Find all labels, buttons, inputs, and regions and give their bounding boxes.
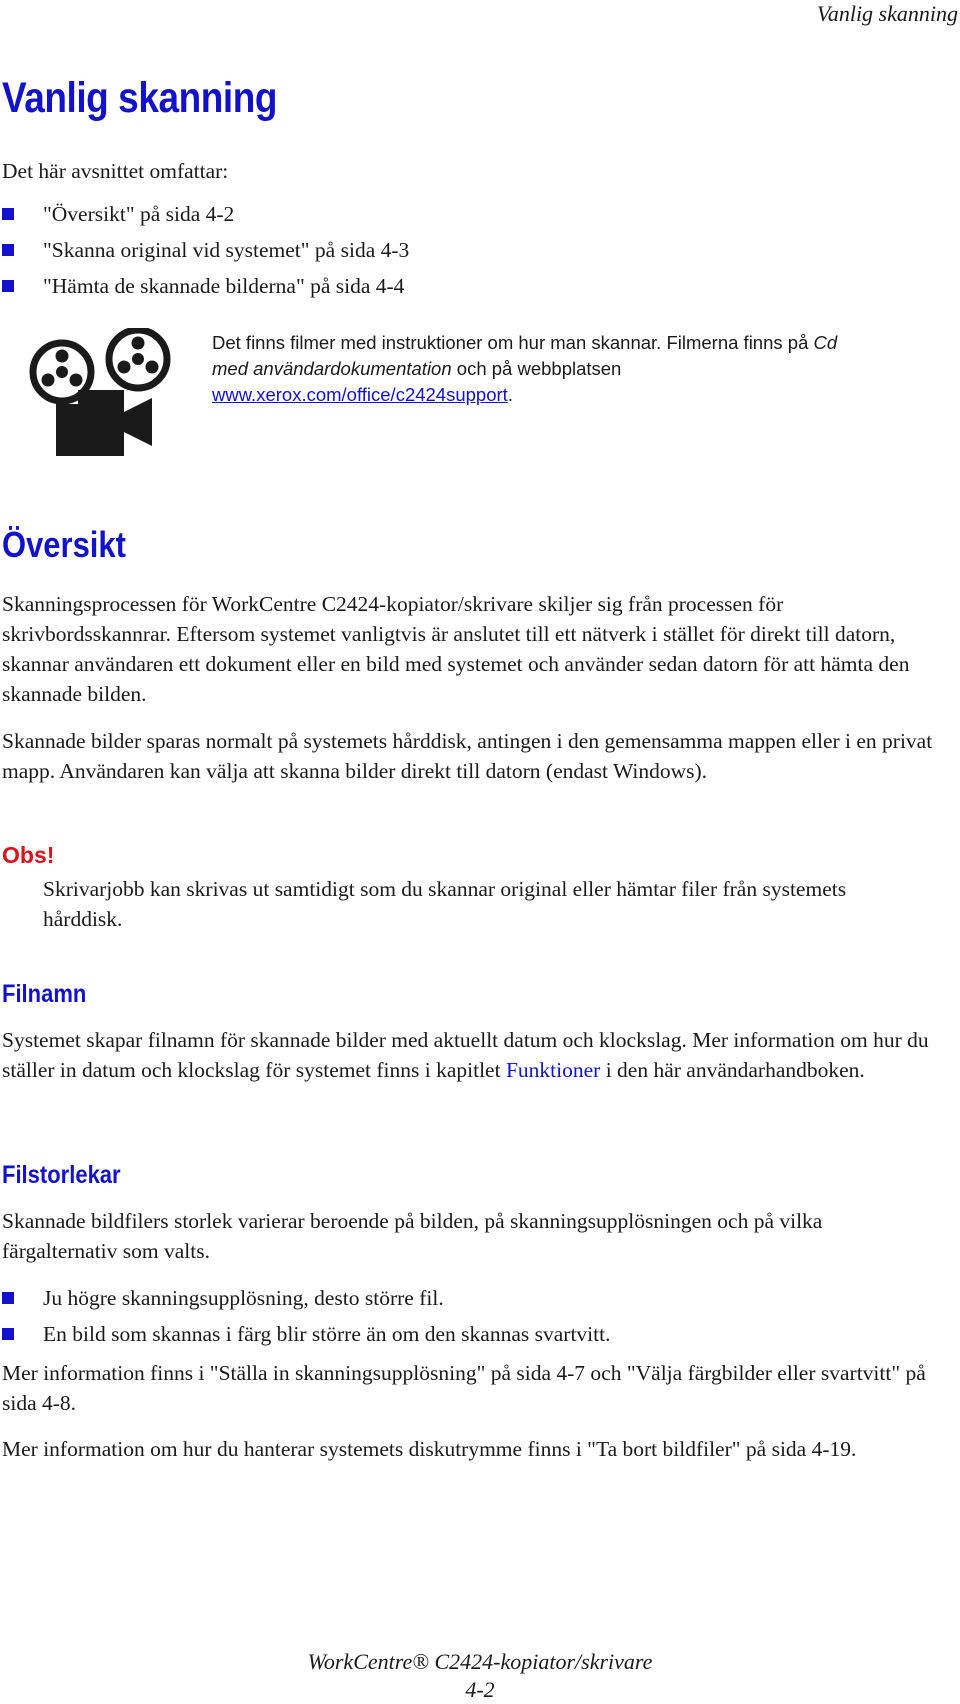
- running-header: Vanlig skanning: [816, 1, 958, 26]
- filesizes-paragraph-2: Mer information finns i "Ställa in skanningsupplösning" på sida 4-7 och "Välja färgbilder eller svartvitt" på sida 4-8.: [2, 1361, 926, 1415]
- toc-item[interactable]: "Skanna original vid systemet" på sida 4-3: [2, 235, 409, 271]
- bullet-square-icon: [2, 1328, 14, 1340]
- intro-text: Det här avsnittet omfattar:: [2, 159, 229, 183]
- list-item: En bild som skannas i färg blir större än om den skannas svartvitt.: [2, 1319, 610, 1355]
- filesizes-paragraph-1: Skannade bildfilers storlek varierar beroende på bilden, på skanningsupplösningen och på vilka färgalternativ som valts.: [2, 1209, 823, 1263]
- overview-paragraph-2: Skannade bilder sparas normalt på systemets hårddisk, antingen i den gemensamma mappen eller i en privat mapp. Användaren kan välja att skanna bilder direkt till datorn (endast Windows).: [2, 729, 933, 783]
- subsection-title-filnamn: Filnamn: [2, 980, 87, 1008]
- page-title: Vanlig skanning: [2, 74, 278, 122]
- filenames-paragraph: Systemet skapar filnamn för skannade bilder med aktuellt datum och klockslag. Mer information om hur du ställer in datum och klockslag för systemet finns i kapitlet Funktioner i den här användarhandboken.: [2, 1028, 929, 1082]
- section-title-oversikt: Översikt: [2, 524, 126, 565]
- subsection-title-filstorlekar: Filstorlekar: [2, 1161, 121, 1189]
- note-text: Skrivarjobb kan skrivas ut samtidigt som du skannar original eller hämtar filer från systemets hårddisk.: [43, 877, 847, 931]
- toc-list: [2, 199, 409, 307]
- filesizes-list: [2, 1283, 610, 1355]
- bullet-square-icon: [2, 208, 14, 220]
- list-item: Ju högre skanningsupplösning, desto större fil.: [2, 1283, 610, 1319]
- footer-page-number: 4-2: [465, 1677, 495, 1702]
- overview-paragraph-1: Skanningsprocessen för WorkCentre C2424-kopiator/skrivare skiljer sig från processen för skrivbordsskannrar. Eftersom systemet vanligtvis är anslutet till ett nätverk i stället för direkt till datorn, skannar användaren ett dokument eller en bild med systemet och använder sedan datorn för att hämta den skannade bilden.: [2, 592, 910, 706]
- support-link[interactable]: www.xerox.com/office/c2424support: [212, 384, 508, 405]
- filesizes-paragraph-3: Mer information om hur du hanterar systemets diskutrymme finns i "Ta bort bildfiler" på sida 4-19.: [2, 1437, 857, 1461]
- footer-product: WorkCentre® C2424-kopiator/skrivare: [307, 1649, 653, 1674]
- note-label: Obs!: [2, 842, 55, 868]
- bullet-square-icon: [2, 280, 14, 292]
- bullet-square-icon: [2, 244, 14, 256]
- funktioner-link[interactable]: Funktioner: [505, 1058, 601, 1082]
- video-note: Det finns filmer med instruktioner om hur man skannar. Filmerna finns på Cd med användardokumentation och på webbplatsen www.xerox.com/office/c2424support.: [212, 332, 838, 405]
- bullet-square-icon: [2, 1292, 14, 1304]
- toc-item[interactable]: "Översikt" på sida 4-2: [2, 199, 409, 235]
- film-projector-icon: [28, 328, 188, 458]
- toc-item[interactable]: "Hämta de skannade bilderna" på sida 4-4: [2, 271, 409, 307]
